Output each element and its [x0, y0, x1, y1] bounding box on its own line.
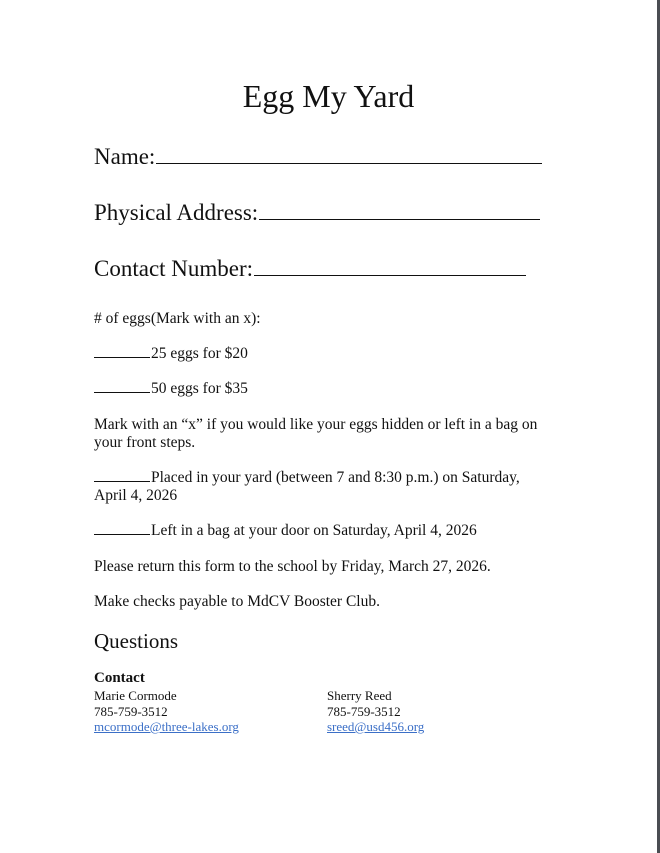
contact-email-link[interactable]: sreed@usd456.org — [327, 719, 425, 734]
delivery-prompt: Mark with an “x” if you would like your eggs hidden or left in a bag on your front steps. — [94, 416, 538, 451]
egg-option-25[interactable] — [94, 345, 248, 363]
delivery-option-bag-blank[interactable] — [94, 522, 150, 535]
egg-option-50-label: 50 eggs for $35 — [151, 380, 248, 397]
contact-name: Sherry Reed — [327, 688, 392, 703]
contact-marie — [94, 688, 239, 735]
contact-phone: 785-759-3512 — [327, 703, 401, 719]
egg-option-25-blank[interactable] — [94, 345, 150, 358]
contact-email-link[interactable]: mcormode@three-lakes.org — [94, 719, 239, 734]
return-note: Please return this form to the school by Friday, March 27, 2026. — [94, 558, 491, 575]
physical-address-field[interactable] — [94, 199, 540, 227]
contact-phone: 785-759-3512 — [94, 703, 168, 719]
page-title: Egg My Yard — [242, 78, 415, 114]
contact-sherry — [327, 688, 424, 735]
name-label: Name: — [94, 144, 156, 169]
contact-number-blank-line[interactable] — [254, 257, 526, 276]
egg-option-50[interactable] — [94, 380, 248, 398]
contact-name: Marie Cormode — [94, 688, 177, 703]
delivery-option-yard-label: Placed in your yard (between 7 and 8:30 p.m.) on Saturday, April 4, 2026 — [94, 469, 520, 504]
physical-address-label: Physical Address: — [94, 200, 259, 225]
name-field[interactable] — [94, 143, 542, 171]
contact-number-label: Contact Number: — [94, 256, 254, 281]
delivery-option-bag[interactable] — [94, 522, 477, 540]
contact-number-field[interactable] — [94, 255, 526, 283]
egg-option-25-label: 25 eggs for $20 — [151, 345, 248, 362]
physical-address-blank-line[interactable] — [259, 201, 540, 220]
contact-heading: Contact — [94, 670, 145, 686]
delivery-option-bag-label: Left in a bag at your door on Saturday, April 4, 2026 — [151, 522, 477, 539]
questions-heading: Questions — [94, 629, 178, 653]
eggs-prompt: # of eggs(Mark with an x): — [94, 310, 261, 327]
checks-note: Make checks payable to MdCV Booster Club. — [94, 593, 380, 610]
delivery-option-yard[interactable] — [94, 469, 544, 505]
delivery-option-yard-blank[interactable] — [94, 469, 150, 482]
name-blank-line[interactable] — [156, 145, 542, 164]
egg-option-50-blank[interactable] — [94, 380, 150, 393]
